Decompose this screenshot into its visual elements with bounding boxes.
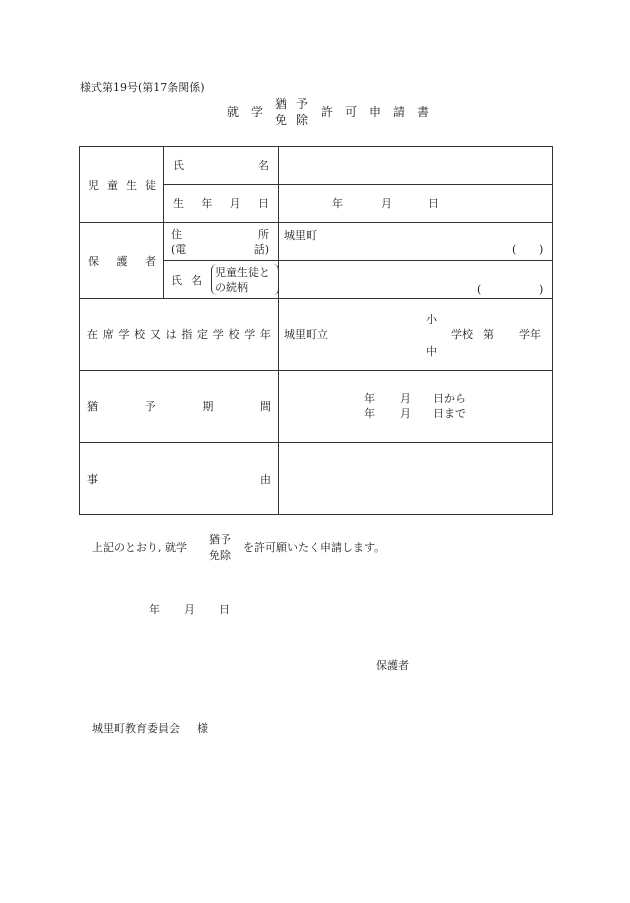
- school-label-char: は: [165, 328, 177, 341]
- school-type-middle: 中: [426, 345, 437, 358]
- title-char: 申: [369, 105, 382, 119]
- school-label-char: 在: [87, 328, 98, 341]
- title-char: 請: [393, 105, 406, 119]
- period-field[interactable]: 年 月 日から 年 月 日まで: [279, 371, 553, 443]
- address-label-cell: [164, 223, 279, 261]
- title-char: 書: [417, 105, 430, 119]
- addressee-name: 城里町教育委員会: [92, 722, 180, 735]
- guardian-label-cell: [80, 223, 164, 299]
- guardian-label: 保 護 者: [88, 255, 156, 268]
- period-label: 猶 予 期 間: [87, 400, 271, 413]
- phone-paren-open: (: [512, 243, 517, 256]
- guardian-signature-label: 保護者: [376, 659, 409, 672]
- school-label-char: 指: [181, 328, 193, 341]
- title-char: 可: [345, 105, 358, 119]
- school-type-elementary: 小: [426, 313, 437, 326]
- date-month: 月: [184, 603, 195, 616]
- school-label-char: 席: [102, 328, 114, 341]
- period-to-suffix: 日まで: [433, 407, 466, 420]
- school-label-char: 又: [149, 328, 161, 341]
- relation-paren-close: ): [539, 283, 544, 296]
- address-value: 城里町: [284, 229, 317, 242]
- school-label-cell: [80, 299, 279, 371]
- form-title: [0, 0, 630, 140]
- reason-field[interactable]: [279, 443, 553, 515]
- date-year: 年: [149, 603, 160, 616]
- period-from-suffix: 日から: [433, 392, 466, 405]
- reason-label: 事 由: [87, 473, 271, 486]
- relation-paren-open: (: [477, 283, 482, 296]
- school-label-char: 校: [228, 328, 240, 341]
- address-field[interactable]: [279, 223, 553, 261]
- birth-date-label: 生 年 月 日: [173, 197, 269, 210]
- statement-stack-bottom: 免除: [209, 549, 231, 562]
- title-char: 学: [251, 105, 264, 119]
- school-label-char: 校: [134, 328, 146, 341]
- title-stack-char: 免: [275, 113, 288, 127]
- school-label-char: 定: [197, 328, 209, 341]
- title-char: 許: [321, 105, 334, 119]
- guardian-name-label-char: 氏: [171, 274, 182, 287]
- grade-suffix: 学年: [519, 328, 541, 341]
- name-label-cell: [164, 147, 279, 185]
- statement-before: 上記のとおり, 就学: [92, 541, 187, 554]
- title-stack-char: 予: [296, 97, 309, 111]
- date-day: 日: [219, 603, 230, 616]
- reason-label-cell: [80, 443, 279, 515]
- relation-note-line2: の続柄: [215, 281, 248, 294]
- relation-note-line1: 児童生徒と: [215, 266, 270, 279]
- address-label: 住 所: [171, 228, 269, 241]
- school-suffix: 学校: [451, 328, 473, 341]
- school-prefix: 城里町立: [284, 328, 328, 341]
- statement-stack-top: 猶予: [209, 533, 231, 546]
- student-label: 児 童 生 徒: [88, 179, 156, 192]
- school-label-char: 学: [212, 328, 224, 341]
- school-field[interactable]: [279, 299, 553, 371]
- statement-after: を許可願いたく申請します。: [243, 541, 386, 554]
- guardian-name-label-cell: [164, 261, 279, 299]
- application-table: [79, 146, 553, 515]
- student-name-label: 氏 名: [173, 159, 269, 172]
- period-label-cell: [80, 371, 279, 443]
- student-name-field[interactable]: [279, 147, 553, 185]
- guardian-name-field[interactable]: [279, 261, 553, 299]
- title-stack-char: 除: [296, 113, 309, 127]
- birth-date-field[interactable]: 年 月 日: [279, 185, 553, 223]
- school-label: [87, 329, 271, 340]
- phone-label: (電 話): [171, 243, 269, 256]
- grade-prefix: 第: [483, 328, 494, 341]
- guardian-name-label-char: 名: [191, 274, 202, 287]
- school-label-char: 年: [259, 328, 271, 341]
- phone-paren-close: ): [539, 243, 544, 256]
- student-label-cell: [80, 147, 164, 223]
- title-char: 就: [227, 105, 240, 119]
- birth-label-cell: [164, 185, 279, 223]
- school-label-char: 学: [244, 328, 256, 341]
- form-number: 様式第19号(第17条関係): [80, 81, 205, 94]
- school-label-char: 学: [118, 328, 130, 341]
- title-stack-char: 猶: [275, 97, 288, 111]
- addressee-honorific: 様: [197, 722, 208, 735]
